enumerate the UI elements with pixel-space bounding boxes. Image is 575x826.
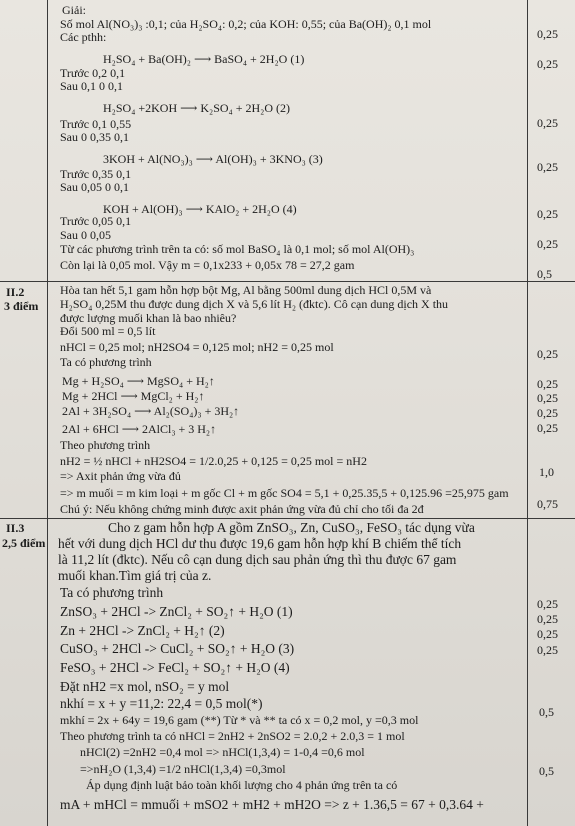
score: 0,25 — [537, 207, 558, 221]
text-line: => Axit phản ứng vừa đủ — [60, 469, 181, 483]
score: 0,25 — [537, 612, 558, 626]
section-points: 3 điểm — [4, 299, 39, 313]
text-line: Đổi 500 ml = 0,5 lít — [60, 324, 156, 338]
text-line: Áp dụng định luật bảo toàn khối lượng cho 4 phản ứng trên ta có — [86, 778, 398, 792]
score: 0,25 — [537, 597, 558, 611]
equation: H₂SO₄ +2KOH ⟶ K₂SO₄ + 2H₂O (2) — [103, 101, 290, 115]
section-label: II.2 — [6, 285, 25, 299]
note-line: Chú ý: Nếu không chứng minh được axit phản ứng vừa đủ chỉ cho tối đa 2đ — [60, 502, 424, 516]
text-line: Trước 0,1 0,55 — [60, 117, 132, 131]
score: 0,25 — [537, 237, 558, 251]
score: 0,25 — [537, 627, 558, 641]
problem-text: được lượng muối khan là bao nhiêu? — [60, 311, 237, 325]
score: 0,75 — [537, 497, 558, 511]
text-line: Giải: — [62, 3, 86, 17]
equation: FeSO₃ + 2HCl -> FeCl₂ + SO₂↑ + H₂O (4) — [60, 660, 290, 675]
text-line: Đặt nH2 =x mol, nSO₂ = y mol — [60, 679, 230, 694]
problem-text: Cho z gam hỗn hợp A gồm ZnSO₃, Zn, CuSO₃, FeSO₃ tác dụng vừa — [108, 520, 475, 535]
conclusion-line: Còn lại là 0,05 mol. Vậy m = 0,1x233 + 0,05x 78 = 27,2 gam — [60, 258, 355, 272]
section-label: II.3 — [6, 521, 25, 535]
score: 0,25 — [537, 406, 558, 420]
text-line: Các pthh: — [60, 30, 107, 44]
score: 0,5 — [539, 705, 554, 719]
row-divider-ii3 — [0, 518, 575, 519]
equation: KOH + Al(OH)₃ ⟶ KAlO₂ + 2H₂O (4) — [103, 202, 297, 216]
problem-text: Hòa tan hết 5,1 gam hỗn hợp bột Mg, Al bằng 500ml dung dịch HCl 0,5M và — [60, 283, 432, 297]
text-line: Sau 0,05 0 0,1 — [60, 180, 129, 194]
score: 0,25 — [537, 57, 558, 71]
score: 1,0 — [539, 465, 554, 479]
text-line: Theo phương trình ta có nHCl = 2nH2 + 2nSO2 = 2.0,2 + 2.0,3 = 1 mol — [60, 729, 405, 743]
text-line: mA + mHCl = mmuối + mSO2 + mH2 + mH2O => z + 1.36,5 = 67 + 0,3.64 + — [60, 797, 484, 812]
score: 0,25 — [537, 347, 558, 361]
problem-text: muối khan.Tìm giá trị của z. — [58, 568, 212, 583]
text-line: nkhí = x + y =11,2: 22,4 = 0,5 mol(*) — [60, 696, 263, 711]
text-line: Từ các phương trình trên ta có: số mol BaSO₄ là 0,1 mol; số mol Al(OH)₃ — [60, 242, 415, 256]
score: 0,25 — [537, 391, 558, 405]
text-line: Trước 0,35 0,1 — [60, 167, 132, 181]
text-line: mkhí = 2x + 64y = 19,6 gam (**) Từ * và ** ta có x = 0,2 mol, y =0,3 mol — [60, 713, 419, 727]
problem-text: là 11,2 lít (đktc). Nếu cô cạn dung dịch sau phản ứng thì thu được 67 gam — [58, 552, 457, 567]
text-line: nHCl(2) =2nH2 =0,4 mol => nHCl(1,3,4) = 1-0,4 =0,6 mol — [80, 745, 365, 759]
equation: 3KOH + Al(NO₃)₃ ⟶ Al(OH)₃ + 3KNO₃ (3) — [103, 152, 323, 166]
text-line: Ta có phương trình — [60, 585, 164, 600]
text-line: =>nH₂O (1,3,4) =1/2 nHCl(1,3,4) =0,3mol — [80, 762, 286, 776]
text-line: => m muối = m kim loại + m gốc Cl + m gốc SO4 = 5,1 + 0,25.35,5 + 0,125.96 =25,975 gam — [60, 486, 509, 500]
text-line: Trước 0,05 0,1 — [60, 214, 132, 228]
equation: Mg + 2HCl ⟶ MgCl₂ + H₂↑ — [62, 389, 205, 403]
score: 0,25 — [537, 421, 558, 435]
text-line: Sau 0 0,05 — [60, 228, 111, 242]
column-divider-right — [527, 0, 528, 826]
text-line: Ta có phương trình — [60, 355, 152, 369]
score: 0,25 — [537, 160, 558, 174]
score: 0,25 — [537, 643, 558, 657]
score: 0,25 — [537, 116, 558, 130]
row-divider-ii2 — [0, 281, 575, 282]
column-divider-left — [47, 0, 48, 826]
text-line: nH2 = ½ nHCl + nH2SO4 = 1/2.0,25 + 0,125 = 0,25 mol = nH2 — [60, 454, 367, 468]
section-points: 2,5 điểm — [2, 536, 46, 550]
text-line: Trước 0,2 0,1 — [60, 66, 126, 80]
equation: Zn + 2HCl -> ZnCl₂ + H₂↑ (2) — [60, 623, 225, 638]
equation: ZnSO₃ + 2HCl -> ZnCl₂ + SO₂↑ + H₂O (1) — [60, 604, 293, 619]
equation: Mg + H₂SO₄ ⟶ MgSO₄ + H₂↑ — [62, 374, 215, 388]
equation: H₂SO₄ + Ba(OH)₂ ⟶ BaSO₄ + 2H₂O (1) — [103, 52, 305, 66]
score: 0,25 — [537, 377, 558, 391]
score: 0,5 — [537, 267, 552, 281]
score: 0,5 — [539, 764, 554, 778]
equation: CuSO₃ + 2HCl -> CuCl₂ + SO₂↑ + H₂O (3) — [60, 641, 295, 656]
text-line: Sau 0,1 0 0,1 — [60, 79, 123, 93]
text-line: Sau 0 0,35 0,1 — [60, 130, 129, 144]
text-line: Theo phương trình — [60, 438, 151, 452]
text-line: nHCl = 0,25 mol; nH2SO4 = 0,125 mol; nH2 = 0,25 mol — [60, 340, 334, 354]
problem-text: hết với dung dịch HCl dư thu được 19,6 gam hỗn hợp khí B chiếm thể tích — [58, 536, 462, 551]
equation: 2Al + 6HCl ⟶ 2AlCl₃ + 3 H₂↑ — [62, 422, 217, 436]
equation: 2Al + 3H₂SO₄ ⟶ Al₂(SO₄)₃ + 3H₂↑ — [62, 404, 240, 418]
text-line: Số mol Al(NO₃)₃ :0,1; của H₂SO₄: 0,2; của KOH: 0,55; của Ba(OH)₂ 0,1 mol — [60, 17, 432, 31]
score: 0,25 — [537, 27, 558, 41]
problem-text: H₂SO₄ 0,25M thu được dung dịch X và 5,6 lít H₂ (đktc). Cô cạn dung dịch X thu — [60, 297, 449, 311]
